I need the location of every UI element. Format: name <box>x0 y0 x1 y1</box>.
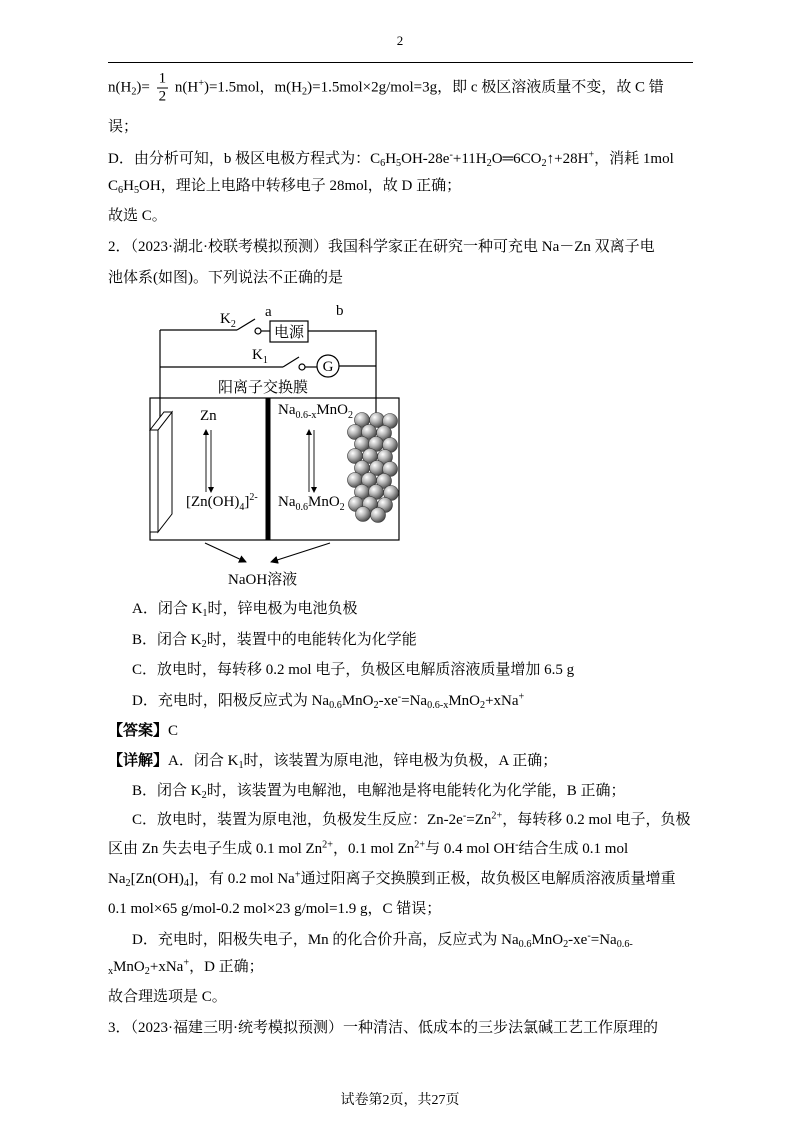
text-run: +11H <box>452 151 487 167</box>
text-run: ，消耗 1mol <box>594 151 674 167</box>
text-run: MnO <box>531 932 564 948</box>
text-run: D．由分析可知，b 极区电极方程式为：C <box>108 151 381 167</box>
subscript: 0.6 <box>518 938 532 950</box>
text-run: +xNa <box>149 959 184 975</box>
switch-k1-letter: K <box>252 347 263 363</box>
text-run: 与 0.4 mol OH <box>425 841 516 857</box>
text-run: 时，锌电极为电池负极 <box>207 601 358 617</box>
text-run: C <box>108 178 119 194</box>
text-run: 区由 Zn 失去电子生成 0.1 mol Zn <box>108 841 323 857</box>
text-run: [Zn(OH) <box>130 871 184 887</box>
text-run: ，每转移 0.2 mol 电子，负极 <box>502 812 691 828</box>
text-run: 通过阳离子交换膜到正极，故负极区电解质溶液质量增重 <box>300 871 676 887</box>
text-run: )= <box>136 79 154 96</box>
subscript: 6 <box>380 157 386 169</box>
electrode-particle <box>356 507 371 522</box>
text-run: A．闭合 K <box>168 753 239 769</box>
subscript: 5 <box>133 184 140 196</box>
cathode-discharged-label: $Na_{0.6}MnO_2$ <box>278 494 345 513</box>
superscript: 2- <box>249 492 258 503</box>
galvanometer-label: G <box>322 359 334 375</box>
text-run: =Na <box>401 693 428 709</box>
text-run: C．放电时，每转移 0.2 mol 电子，负极区电解质溶液质量增加 6.5 g <box>132 662 575 678</box>
fraction-denominator: 2 <box>158 88 167 105</box>
text-run: )=1.5mol×2g/mol=3g，即 c 极区溶液质量不变，故 C 错 <box>307 79 664 96</box>
subscript: 2 <box>201 789 207 801</box>
superscript: - <box>587 930 591 942</box>
switch-k1-label <box>252 347 268 366</box>
text-run: OH-28e <box>401 151 450 167</box>
question-stem-line <box>108 268 343 288</box>
explanation-line <box>108 751 557 771</box>
page-number: 2 <box>396 33 404 48</box>
subscript: 1 <box>238 759 244 771</box>
text-run: 故合理选项是 C。 <box>108 989 227 1005</box>
explanation-line <box>132 930 633 950</box>
text-run: ]，有 0.2 mol Na <box>189 871 295 887</box>
na-zn-battery-diagram <box>140 295 410 595</box>
text-run: D．充电时，阳极反应式为 Na <box>132 693 330 709</box>
subscript: 6 <box>118 184 124 196</box>
text-run: MnO <box>341 693 374 709</box>
header-rule <box>108 62 693 63</box>
electrode-particle <box>371 508 386 523</box>
superscript: + <box>294 869 301 881</box>
text-run: n(H <box>108 79 132 96</box>
subscript: x <box>108 965 114 977</box>
text-run: MnO <box>448 693 480 709</box>
switch-k1-blade <box>283 357 299 367</box>
superscript: 2+ <box>322 839 334 851</box>
option-b <box>132 630 417 650</box>
subscript: 0.6-x <box>295 410 317 421</box>
electrolyte-pointer-right <box>271 543 330 562</box>
bold-label: 【详解】 <box>108 753 169 769</box>
subscript: 2 <box>480 699 486 711</box>
subscript: 2 <box>541 157 547 169</box>
text-run: 时，该装置为原电池，锌电极为负极，A 正确； <box>243 753 558 769</box>
subscript: 0.6- <box>616 938 633 950</box>
text-run: C．放电时，装置为原电池，负极发生反应：Zn-2e <box>132 812 463 828</box>
text-run: 3．（2023·福建三明·统考模拟预测）一种清洁、低成本的三步法氯碱工艺工作原理的 <box>108 1020 658 1036</box>
text-run: ，0.1 mol Zn <box>333 841 415 857</box>
subscript: 1 <box>262 355 268 366</box>
explanation-line <box>132 781 625 801</box>
superscript: + <box>183 957 190 969</box>
option-d <box>132 691 524 711</box>
switch-k2-label <box>220 311 236 330</box>
explanation-line <box>108 899 441 919</box>
solution-line <box>108 117 138 137</box>
subscript: 0.6 <box>329 699 342 711</box>
text-run: 误； <box>108 119 139 135</box>
text-run: ↑+28H <box>546 151 589 167</box>
text-run: Na <box>108 871 126 887</box>
answer-line <box>108 721 178 741</box>
zinc-electrode <box>150 412 172 532</box>
superscript: + <box>518 691 525 703</box>
solution-line <box>108 72 664 105</box>
text-run: 池体系(如图)。下列说法不正确的是 <box>108 270 343 286</box>
membrane-label: 阳离子交换膜 <box>218 380 309 396</box>
solution-line <box>108 176 461 196</box>
subscript: 5 <box>396 157 402 169</box>
subscript: 2 <box>339 502 345 513</box>
text-run: OH，理论上电路中转移电子 28mol，故 D 正确； <box>139 178 462 194</box>
superscript: 2+ <box>491 810 503 822</box>
subscript: 2 <box>373 699 379 711</box>
subscript: 2 <box>302 86 308 98</box>
text-run: =Zn <box>466 812 492 828</box>
cathode-charged-label: $Na_{0.6-x}MnO_2$ <box>278 402 354 421</box>
text-run: B．闭合 K <box>132 783 202 799</box>
subscript: 4 <box>183 877 190 889</box>
solution-conclusion <box>108 206 167 226</box>
explanation-line <box>108 957 264 977</box>
question-stem-line <box>108 237 655 257</box>
text-run: )=1.5mol，m(H <box>203 79 303 96</box>
option-c <box>132 660 574 680</box>
switch-k1-contact <box>299 364 305 370</box>
superscript: - <box>449 149 453 161</box>
text-run: 2．（2023·湖北·校联考模拟预测）我国科学家正在研究一种可充电 Na－Zn 双离子电 <box>108 239 655 255</box>
text-run: +xNa <box>485 693 519 709</box>
text-run: A．闭合 K <box>132 601 203 617</box>
subscript: 2 <box>131 86 137 98</box>
anode-product-label: $[Zn(OH)_4]^{2-}$ <box>186 492 258 513</box>
terminal-a-label: a <box>265 304 272 320</box>
subscript: 2 <box>125 877 131 889</box>
switch-k2-letter: K <box>220 311 231 327</box>
manganese-oxide-electrode <box>348 413 399 523</box>
text-run: MnO <box>113 959 145 975</box>
text-run: -xe <box>568 932 588 948</box>
subscript: 2 <box>563 938 569 950</box>
text-run: 结合生成 0.1 mol <box>518 841 629 857</box>
text-run: =Na <box>590 932 617 948</box>
subscript: 2 <box>144 965 150 977</box>
terminal-b-label: b <box>336 303 344 319</box>
fraction <box>157 72 169 105</box>
subscript: 4 <box>239 502 245 513</box>
electrolyte-label: NaOH溶液 <box>228 572 298 588</box>
explanation-line <box>132 810 691 830</box>
bold-label: 【答案】 <box>108 723 169 739</box>
superscript: - <box>397 691 402 703</box>
text-run: ，D 正确； <box>189 959 264 975</box>
text-run: O═6CO <box>491 151 542 167</box>
text-run: C <box>168 723 179 739</box>
subscript: 2 <box>201 638 207 650</box>
fraction-numerator: 1 <box>158 70 167 87</box>
superscript: 2+ <box>414 839 426 851</box>
subscript: 1 <box>202 607 208 619</box>
superscript: - <box>515 839 519 851</box>
text-run: -xe <box>378 693 398 709</box>
text-run: 时，装置中的电能转化为化学能 <box>206 632 417 648</box>
subscript: 2 <box>348 410 354 421</box>
text-run: D．充电时，阳极失电子，Mn 的化合价升高，反应式为 Na <box>132 932 519 948</box>
switch-k2-contact <box>255 328 261 334</box>
text-run: n(H <box>171 79 199 96</box>
text-run: H <box>123 178 134 194</box>
text-run: 0.1 mol×65 g/mol-0.2 mol×23 g/mol=1.9 g，C 错误； <box>108 901 442 917</box>
superscript: + <box>588 149 595 161</box>
power-supply-label: 电源 <box>273 325 305 341</box>
text-run: 时，该装置为电解池，电解池是将电能转化为化学能，B 正确； <box>206 783 626 799</box>
subscript: 0.6 <box>295 502 308 513</box>
text-run: B．闭合 K <box>132 632 202 648</box>
subscript: 2 <box>230 319 236 330</box>
electrode-front-face <box>150 430 158 532</box>
subscript: 0.6-x <box>427 699 449 711</box>
electrolyte-pointer-left <box>205 543 246 562</box>
superscript: - <box>462 810 467 822</box>
explanation-line <box>108 869 676 889</box>
switch-k2-blade <box>237 319 255 330</box>
superscript: + <box>198 77 204 89</box>
explanation-line <box>108 839 628 859</box>
anode-metal-label: Zn <box>200 408 217 424</box>
solution-line <box>108 149 674 169</box>
page-footer: 试卷第2页，共27页 <box>340 1093 460 1108</box>
question-stem-line <box>108 1018 658 1038</box>
option-a <box>132 599 358 619</box>
explanation-conclusion <box>108 987 227 1007</box>
electrode-side-face <box>158 412 172 532</box>
subscript: 2 <box>486 157 492 169</box>
text-run: 故选 C。 <box>108 208 167 224</box>
text-run: H <box>385 151 397 167</box>
